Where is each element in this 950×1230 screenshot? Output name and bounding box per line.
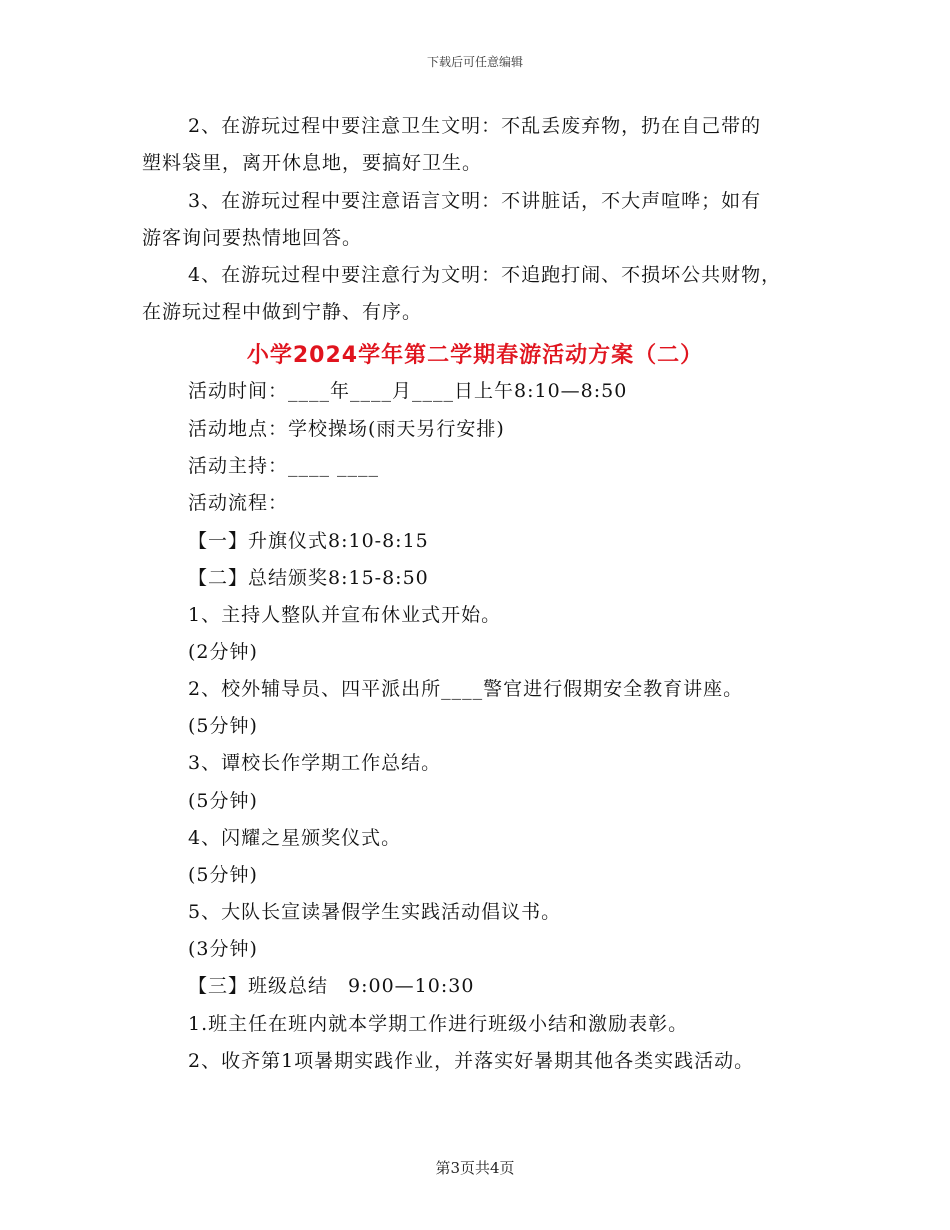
- page-footer: 第3页共4页: [435, 1159, 515, 1177]
- paragraph-4-line-1: 4、在游玩过程中要注意行为文明：不追跑打闹、不损坏公共财物，: [188, 264, 782, 286]
- activity-process-label: 活动流程：: [188, 492, 289, 514]
- list-item: 1.班主任在班内就本学期工作进行班级小结和激励表彰。: [188, 1013, 689, 1035]
- duration-note: (5分钟): [188, 715, 258, 737]
- activity-host: 活动主持：____ ____: [188, 455, 380, 477]
- list-item: 3、谭校长作学期工作总结。: [188, 752, 442, 774]
- process-step-1: 【一】升旗仪式8:10-8:15: [188, 530, 429, 552]
- process-step-2: 【二】总结颁奖8:15-8:50: [188, 567, 429, 589]
- list-item: 2、收齐第1项暑期实践作业，并落实好暑期其他各类实践活动。: [188, 1050, 755, 1072]
- list-item: 4、闪耀之星颁奖仪式。: [188, 827, 402, 849]
- paragraph-4-line-2: 在游玩过程中做到宁静、有序。: [142, 301, 423, 323]
- paragraph-3-line-2: 游客询问要热情地回答。: [142, 227, 363, 249]
- duration-note: (5分钟): [188, 864, 258, 886]
- list-item: 5、大队长宣读暑假学生实践活动倡议书。: [188, 901, 562, 923]
- process-step-3: 【三】班级总结 9:00—10:30: [188, 975, 475, 997]
- paragraph-3-line-1: 3、在游玩过程中要注意语言文明：不讲脏话，不大声喧哗；如有: [188, 190, 762, 212]
- list-item: 2、校外辅导员、四平派出所____警官进行假期安全教育讲座。: [188, 678, 744, 700]
- list-item: 1、主持人整队并宣布休业式开始。: [188, 604, 502, 626]
- activity-time: 活动时间：____年____月____日上午8:10—8:50: [188, 380, 628, 402]
- activity-location: 活动地点：学校操场(雨天另行安排): [188, 418, 505, 440]
- duration-note: (5分钟): [188, 790, 258, 812]
- duration-note: (2分钟): [188, 641, 258, 663]
- page-header: 下载后可任意编辑: [426, 55, 523, 69]
- paragraph-2-line-2: 塑料袋里，离开休息地，要搞好卫生。: [142, 152, 483, 174]
- paragraph-2-line-1: 2、在游玩过程中要注意卫生文明：不乱丢废弃物，扔在自己带的: [188, 115, 762, 137]
- section-title: 小学2024学年第二学期春游活动方案（二）: [246, 343, 704, 368]
- duration-note: (3分钟): [188, 938, 258, 960]
